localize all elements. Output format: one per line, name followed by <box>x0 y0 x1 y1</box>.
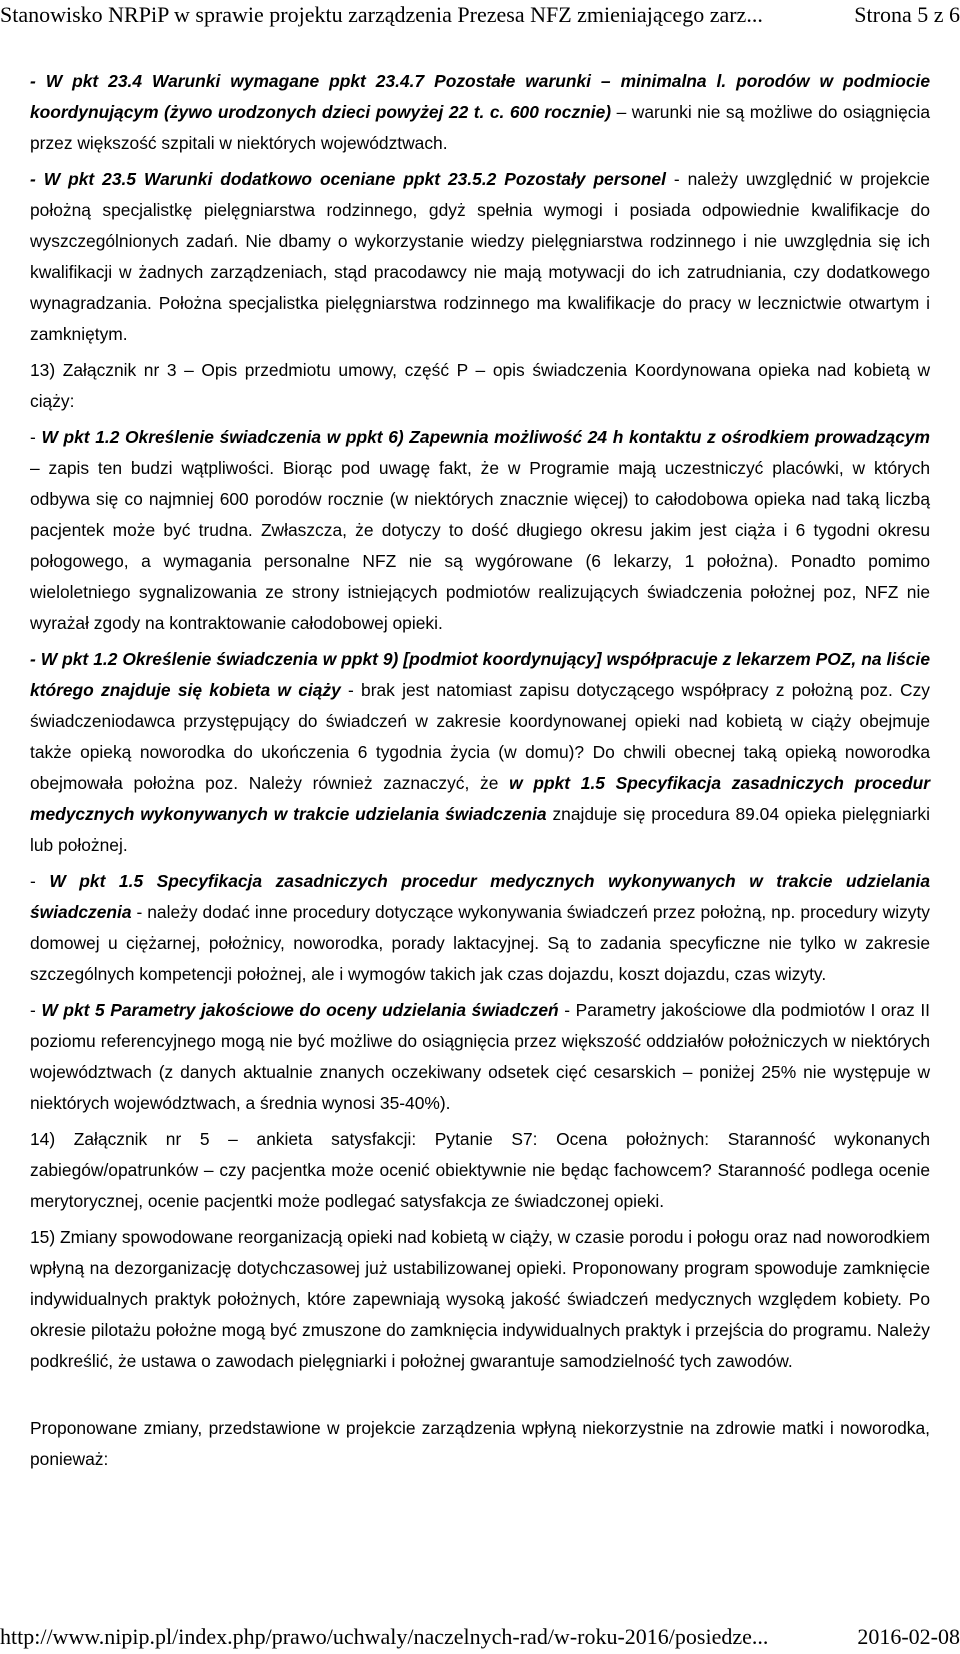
paragraph <box>30 1124 930 1217</box>
page-footer <box>0 1624 960 1654</box>
body-text: - Parametry jakościowe dla podmiotów I oraz II poziomu referencyjnego mogą nie być możliwe do osiągnięcia przez większość oddziałów położniczych w niektórych województwach (z danych aktualnie znanych oczekiwany odsetek cięć cesarskich – poniżej 25% nie występuje w niektórych województwach, a średnia wynosi 35-40%). <box>30 1000 930 1113</box>
body-text: – warunki nie są możliwe do osiągnięcia przez większość szpitali w niektórych województwach. <box>30 102 930 153</box>
footer-date: 2016-02-08 <box>857 1624 960 1649</box>
emphasized-text: - W pkt 1.2 Określenie świadczenia w ppkt 9) [podmiot koordynujący] współpracuje z lekarzem POZ, na liście którego znajduje się kobieta w ciąży <box>30 649 930 700</box>
emphasized-text: W pkt 1.2 Określenie świadczenia w ppkt 6) Zapewnia możliwość 24 h kontaktu z ośrodkiem prowadzącym <box>41 427 931 447</box>
body-text: 13) Załącznik nr 3 – Opis przedmiotu umowy, część P – opis świadczenia Koordynowana opieka nad kobietą w ciąży: <box>30 360 930 411</box>
body-text: - <box>30 1000 42 1020</box>
paragraph <box>30 995 930 1119</box>
paragraph <box>30 644 930 861</box>
paragraph <box>30 422 930 639</box>
paragraph <box>30 355 930 417</box>
emphasized-text: W pkt 1.5 Specyfikacja zasadniczych procedur medycznych wykonywanych w trakcie udzielania świadczenia <box>30 871 930 922</box>
body-text: Proponowane zmiany, przedstawione w projekcie zarządzenia wpłyną niekorzystnie na zdrowie matki i noworodka, ponieważ: <box>30 1418 930 1469</box>
page-number: Strona 5 z 6 <box>854 2 960 27</box>
page-header <box>0 0 960 40</box>
body-text: znajduje się procedura 89.04 opieka pielęgniarki lub położnej. <box>30 804 930 855</box>
body-text: – zapis ten budzi wątpliwości. Biorąc pod uwagę fakt, że w Programie mają uczestniczyć placówki, w których odbywa się co najmniej 600 porodów rocznie (w niektórych znacznie więcej) to całodobowa opieka nad taką liczbą pacjentek może być trudna. Zwłaszcza, że dotyczy to dość długiego okresu jakim jest ciąża i 6 tygodni okresu połogowego, a wymagania personalne NFZ nie są wygórowane (6 lekarzy, 1 położna). Ponadto pomimo wieloletniego sygnalizowania ze strony istniejących podmiotów realizujących świadczenia położnej poz, NFZ nie wyrażał zgody na kontraktowanie całodobowej opieki. <box>30 458 930 633</box>
document-body <box>30 66 930 1480</box>
body-text: 15) Zmiany spowodowane reorganizacją opieki nad kobietą w ciąży, w czasie porodu i połogu oraz nad noworodkiem wpłyną na dezorganizację dotychczasowej już ustabilizowanej opieki. Proponowany program spowoduje zamknięcie indywidualnych praktyk położnych, które zapewniają wysoką jakość świadczeń medycznych względem kobiety. Po okresie pilotażu położne mogą być zmuszone do zamknięcia indywidualnych praktyk i przejścia do programu. Należy podkreślić, że ustawa o zawodach pielęgniarki i położnej gwarantuje samodzielność tych zawodów. <box>30 1227 930 1371</box>
emphasized-text: w ppkt 1.5 Specyfikacja zasadniczych procedur medycznych wykonywanych w trakcie udzielania świadczenia <box>30 773 930 824</box>
body-text: - brak jest natomiast zapisu dotyczącego współpracy z położną poz. Czy świadczeniodawca przystępujący do świadczeń w zakresie koordynowanej opieki nad kobietą w ciąży obejmuje także opieką noworodka do ukończenia 6 tygodnia życia (w domu)? Do chwili obecnej taką opieką noworodka obejmowała położna poz. Należy również zaznaczyć, że <box>30 680 930 793</box>
paragraph <box>30 866 930 990</box>
paragraph <box>30 1413 930 1475</box>
body-text: - należy dodać inne procedury dotyczące wykonywania świadczeń przez położną, np. procedury wizyty domowej u ciężarnej, położnicy, noworodka, porady laktacyjnej. Są to zadania specyficzne nie tylko w zakresie szczególnych kompetencji położnej, ale i wymogów takich jak czas dojazdu, koszt dojazdu, czas wizyty. <box>30 902 930 984</box>
header-title: Stanowisko NRPiP w sprawie projektu zarządzenia Prezesa NFZ zmieniającego zarz... <box>0 2 763 27</box>
body-text: - należy uwzględnić w projekcie położną specjalistkę pielęgniarstwa rodzinnego, gdyż spełnia wymogi i posiada odpowiednie kwalifikacje do wyszczególnionych zadań. Nie dbamy o wykorzystanie wiedzy pielęgniarstwa rodzinnego i nie uwzględnia się ich kwalifikacji w żadnych zarządzeniach, stąd pracodawcy nie mają motywacji do ich zatrudniania, czy dodatkowego wynagradzania. Położna specjalistka pielęgniarstwa rodzinnego ma kwalifikacje do pracy w lecznictwie otwartym i zamkniętym. <box>30 169 930 344</box>
paragraph <box>30 1222 930 1377</box>
body-text: - <box>30 871 50 891</box>
body-text: 14) Załącznik nr 5 – ankieta satysfakcji: Pytanie S7: Ocena położnych: Staranność wykonanych zabiegów/opatrunków – czy pacjentka może ocenić obiektywnie nie będąc fachowcem? Staranność podlega ocenie merytorycznej, ocenie pacjentki może podlegać satysfakcja ze świadczonej opieki. <box>30 1129 930 1211</box>
footer-url: http://www.nipip.pl/index.php/prawo/uchwaly/naczelnych-rad/w-roku-2016/posiedze... <box>0 1624 769 1649</box>
emphasized-text: - W pkt 23.5 Warunki dodatkowo oceniane ppkt 23.5.2 Pozostały personel <box>30 169 666 189</box>
paragraph <box>30 164 930 350</box>
emphasized-text: W pkt 5 Parametry jakościowe do oceny udzielania świadczeń <box>41 1000 559 1020</box>
emphasized-text: - W pkt 23.4 Warunki wymagane ppkt 23.4.7 Pozostałe warunki – minimalna l. porodów w podmiocie koordynującym (żywo urodzonych dzieci powyżej 22 t. c. 600 rocznie) <box>30 71 930 122</box>
paragraph <box>30 66 930 159</box>
body-text: - <box>30 427 42 447</box>
